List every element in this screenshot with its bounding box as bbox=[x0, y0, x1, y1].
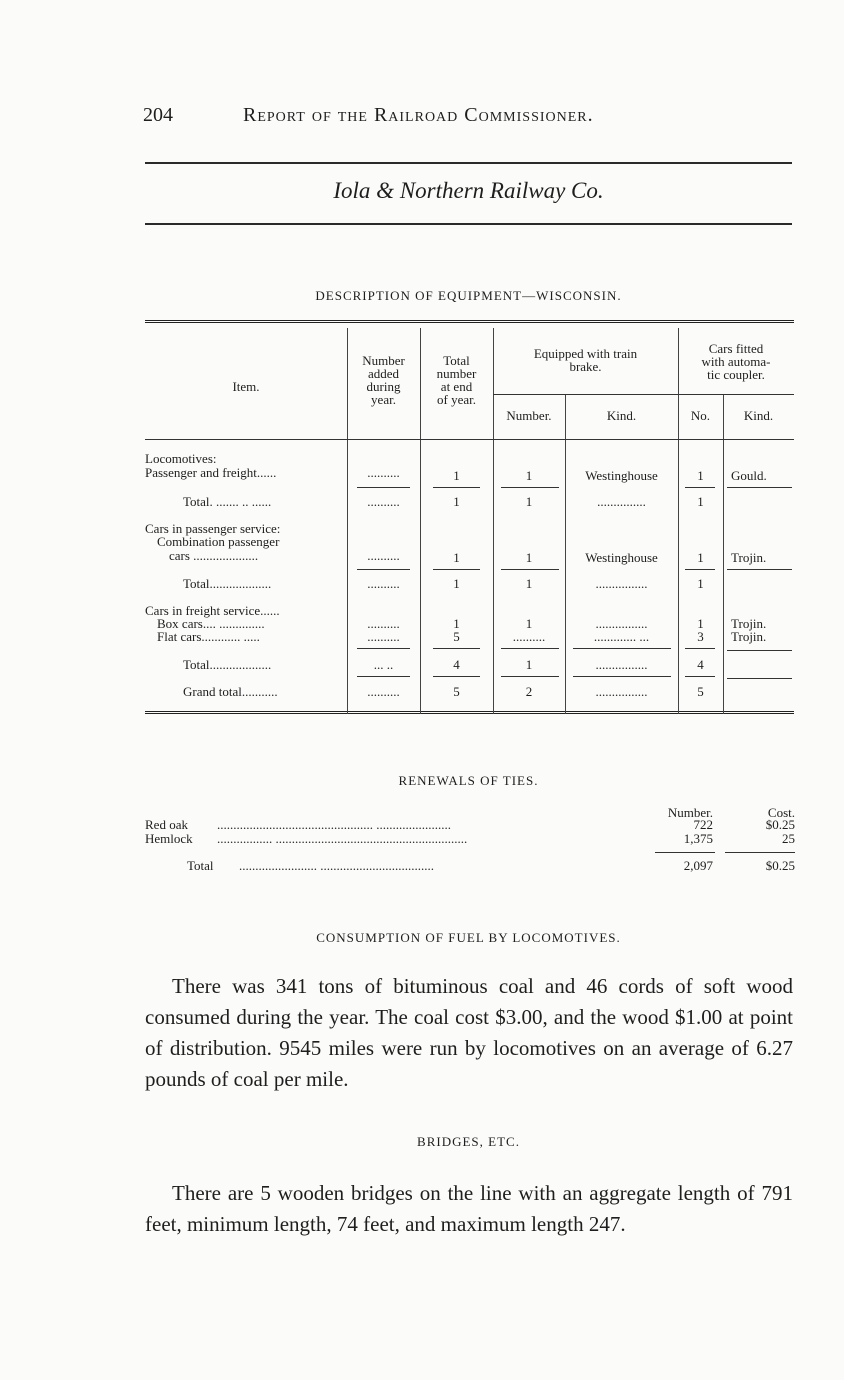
row-brake-no: 1 bbox=[525, 576, 533, 591]
fuel-title: CONSUMPTION OF FUEL BY LOCOMOTIVES. bbox=[316, 930, 621, 945]
row-total: 5 bbox=[453, 684, 460, 699]
row-added: .......... bbox=[367, 684, 400, 699]
ties-total-cost: $0.25 bbox=[765, 858, 795, 873]
row-brake-no: 1 bbox=[525, 494, 533, 509]
ties-row-item: Red oak bbox=[145, 817, 188, 832]
row-brake-kind: Westinghouse bbox=[585, 468, 658, 483]
row-total: 1 bbox=[453, 468, 460, 483]
row-item: Box cars.... .............. bbox=[157, 616, 265, 631]
equipment-table bbox=[145, 320, 794, 718]
row-brake-kind: ............... bbox=[597, 494, 646, 509]
ties-row-number: 722 bbox=[693, 817, 713, 832]
bridges-text: There are 5 wooden bridges on the line with an aggregate length of 791 feet, minimum length, 74 feet, and maximum length 247. bbox=[145, 1181, 793, 1236]
row-added: .......... bbox=[367, 494, 400, 509]
header-coupler-group: Cars fitted with automa- tic coupler. bbox=[701, 341, 771, 382]
row-item: Combination passenger bbox=[157, 534, 280, 549]
row-added: .......... bbox=[367, 548, 400, 563]
row-item: Total................... bbox=[183, 576, 272, 591]
ties-header-number: Number. bbox=[667, 805, 713, 820]
row-item: Total................... bbox=[183, 657, 272, 672]
ties-header-cost: Cost. bbox=[767, 805, 795, 820]
header-rule bbox=[145, 162, 792, 164]
ties-total-number: 2,097 bbox=[683, 858, 713, 873]
row-brake-kind: Westinghouse bbox=[585, 550, 658, 565]
row-brake-no: 2 bbox=[525, 684, 533, 699]
row-brake-kind: ................ bbox=[595, 684, 648, 699]
row-coupler-kind: Trojin. bbox=[731, 550, 767, 565]
row-item: Cars in passenger service: bbox=[145, 521, 281, 536]
header-brake-group: Equipped with train brake. bbox=[533, 346, 638, 374]
row-brake-no: 1 bbox=[525, 616, 533, 631]
row-added: .......... bbox=[367, 576, 400, 591]
ties-row-leader: ................. ........................................................... bbox=[217, 832, 468, 846]
page-number: 204 bbox=[143, 104, 173, 126]
running-title: Report of the Railroad Commissioner. bbox=[243, 104, 594, 126]
ties-row-cost: 25 bbox=[782, 831, 795, 846]
header-added: Number added during year. bbox=[362, 353, 405, 407]
header-brake-number: Number. bbox=[506, 408, 552, 423]
row-total: 4 bbox=[453, 657, 460, 672]
row-total: 5 bbox=[453, 629, 460, 644]
row-item: Flat cars............ ..... bbox=[157, 629, 260, 644]
ties-row-number: 1,375 bbox=[683, 831, 713, 846]
row-brake-kind: ................ bbox=[595, 657, 648, 672]
row-coupler-no: 5 bbox=[697, 684, 704, 699]
table-top-rule bbox=[145, 320, 794, 327]
row-total: 1 bbox=[453, 550, 460, 565]
row-added: .......... bbox=[367, 616, 400, 631]
row-added: .......... bbox=[367, 629, 400, 644]
bridges-title: BRIDGES, ETC. bbox=[417, 1134, 520, 1149]
row-coupler-no: 1 bbox=[697, 494, 704, 509]
row-coupler-kind: Gould. bbox=[731, 468, 767, 483]
row-coupler-no: 3 bbox=[697, 629, 704, 644]
row-coupler-kind: Trojin. bbox=[731, 616, 767, 631]
equipment-title: DESCRIPTION OF EQUIPMENT—WISCONSIN. bbox=[315, 288, 622, 303]
header-total: Total number at end of year. bbox=[436, 353, 477, 407]
row-coupler-kind: Trojin. bbox=[731, 629, 767, 644]
row-brake-kind: ................ bbox=[595, 576, 648, 591]
fuel-paragraph bbox=[145, 971, 793, 1095]
fuel-text: There was 341 tons of bituminous coal and 46 cords of soft wood consumed during the year. The coal cost $3.00, and the wood $1.00 at point of distribution. 9545 miles were run by locomotives on an average of 6.27 pounds of coal per mile. bbox=[145, 974, 793, 1091]
row-coupler-no: 1 bbox=[697, 550, 704, 565]
ties-total-leader: ........................ ................................... bbox=[239, 859, 434, 873]
header-coupler-no: No. bbox=[690, 408, 711, 423]
header-brake-kind: Kind. bbox=[606, 408, 637, 423]
row-brake-no: 1 bbox=[525, 550, 533, 565]
ties-row-cost: $0.25 bbox=[765, 817, 795, 832]
company-rule bbox=[145, 223, 792, 225]
row-brake-no: .......... bbox=[512, 629, 546, 644]
row-item: Cars in freight service...... bbox=[145, 603, 280, 618]
ties-total-item: Total bbox=[187, 858, 214, 873]
row-brake-no: 1 bbox=[525, 657, 533, 672]
row-total: 1 bbox=[453, 576, 460, 591]
ties-table bbox=[145, 800, 795, 880]
row-brake-kind: ................ bbox=[595, 616, 648, 631]
company-title: Iola & Northern Railway Co. bbox=[333, 178, 604, 203]
ties-title: RENEWALS OF TIES. bbox=[398, 773, 539, 788]
row-item: Passenger and freight...... bbox=[145, 465, 277, 480]
bridges-paragraph bbox=[145, 1178, 793, 1240]
table-bottom-rule bbox=[145, 711, 794, 718]
row-item: Total. ....... .. ...... bbox=[183, 494, 272, 509]
row-item: Grand total........... bbox=[183, 684, 278, 699]
row-added: ... .. bbox=[373, 657, 394, 672]
ties-row-leader: ................................................ ....................... bbox=[217, 818, 451, 832]
ties-row-item: Hemlock bbox=[145, 831, 193, 846]
row-total: 1 bbox=[453, 494, 460, 509]
header-item: Item. bbox=[232, 379, 260, 394]
row-coupler-no: 1 bbox=[697, 616, 704, 631]
row-brake-no: 1 bbox=[525, 468, 533, 483]
row-coupler-no: 1 bbox=[697, 468, 704, 483]
row-item: Locomotives: bbox=[145, 451, 217, 466]
row-item: cars .................... bbox=[169, 548, 259, 563]
row-total: 1 bbox=[453, 616, 460, 631]
header-coupler-kind: Kind. bbox=[743, 408, 774, 423]
row-added: .......... bbox=[367, 465, 400, 480]
row-brake-kind: ............. ... bbox=[593, 629, 650, 644]
row-coupler-no: 1 bbox=[697, 576, 704, 591]
row-coupler-no: 4 bbox=[697, 657, 704, 672]
